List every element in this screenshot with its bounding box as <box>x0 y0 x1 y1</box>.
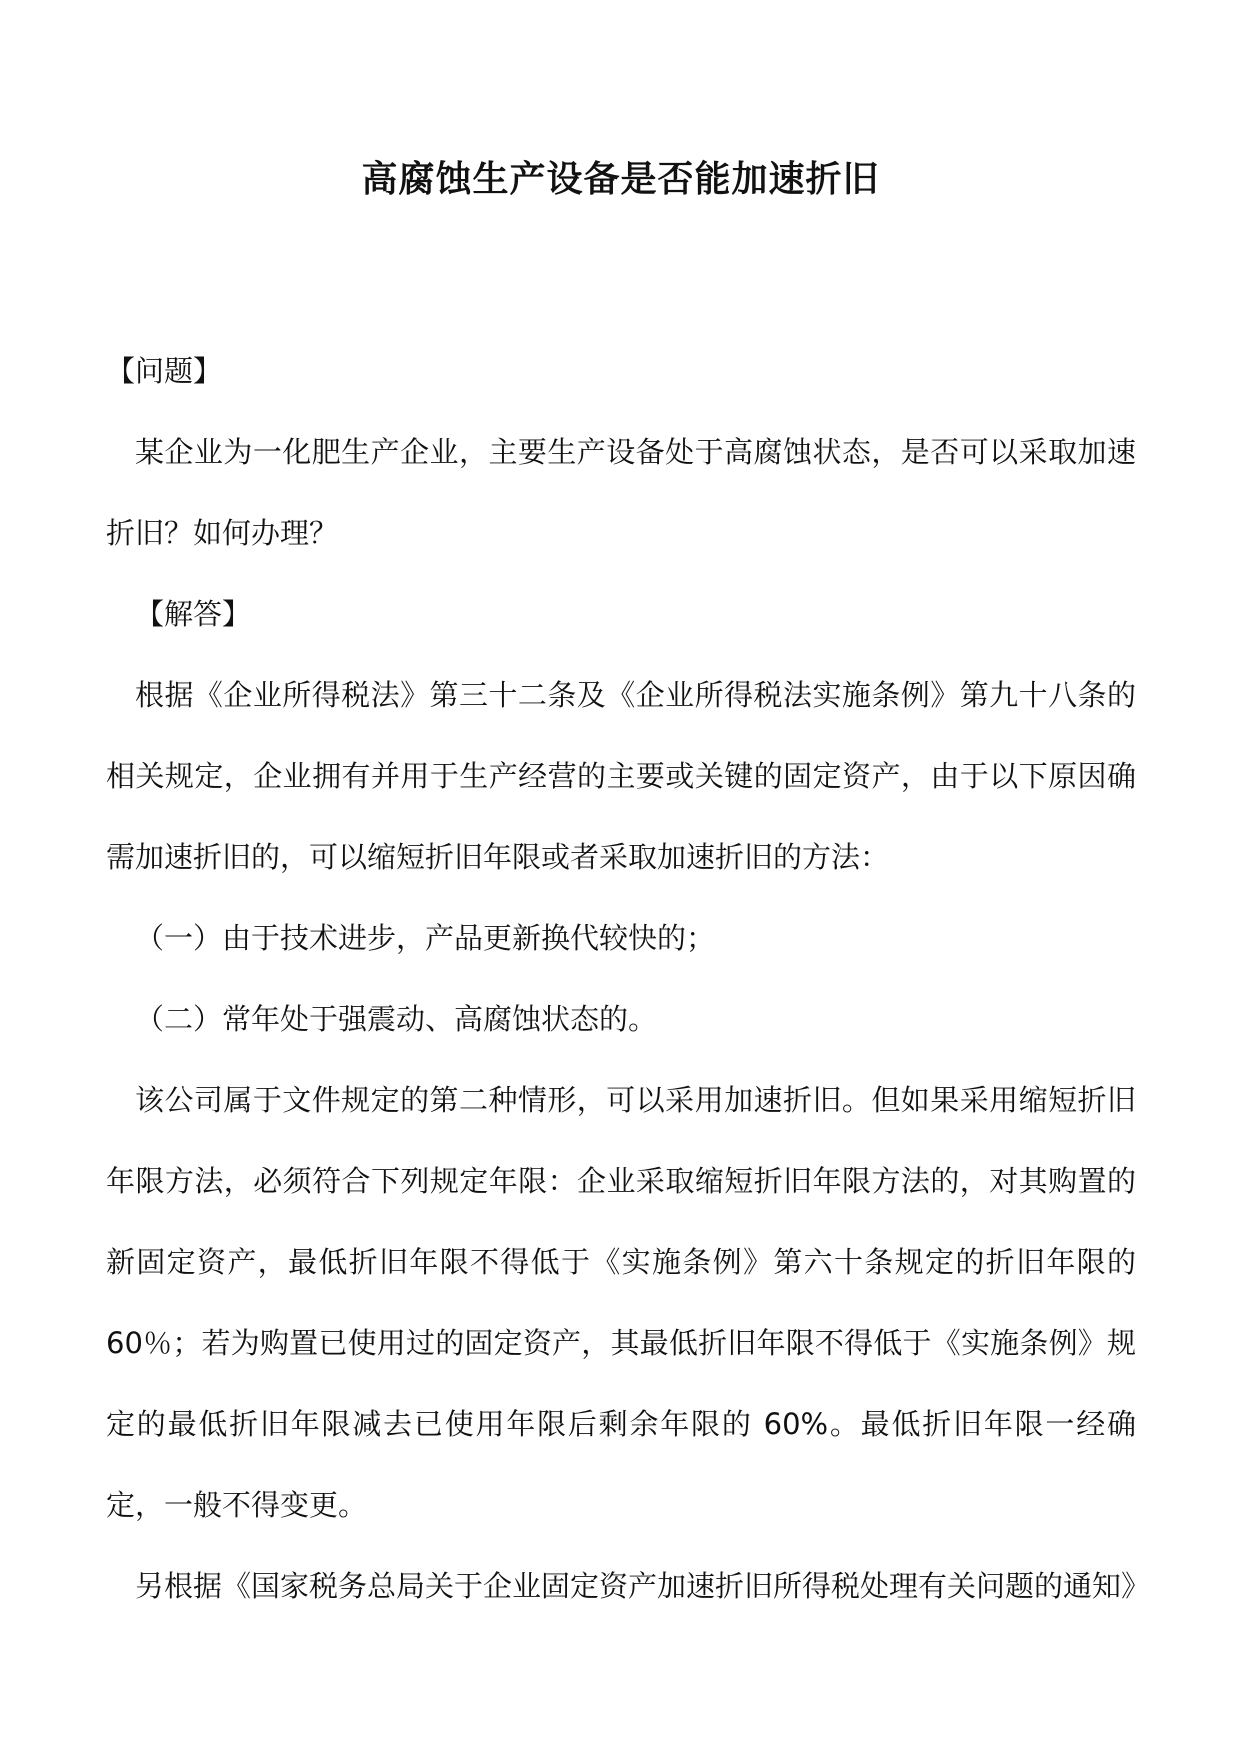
question-paragraph: 某企业为一化肥生产企业，主要生产设备处于高腐蚀状态，是否可以采取加速折旧？如何办理？ <box>106 435 1136 550</box>
answer-paragraph-additional: 另根据《国家税务总局关于企业固定资产加速折旧所得税处理有关问题的通知》 <box>135 1569 1151 1603</box>
condition-item-1: （一）由于技术进步，产品更新换代较快的； <box>135 921 716 955</box>
condition-item-2: （二）常年处于强震动、高腐蚀状态的。 <box>135 1002 658 1036</box>
document-body <box>106 331 1151 1627</box>
document-title: 高腐蚀生产设备是否能加速折旧 <box>361 159 880 200</box>
question-heading: 【问题】 <box>106 354 223 388</box>
answer-heading: 【解答】 <box>135 597 252 631</box>
answer-paragraph-application: 该公司属于文件规定的第二种情形，可以采用加速折旧。但如果采用缩短折旧年限方法，必须符合下列规定年限：企业采取缩短折旧年限方法的，对其购置的新固定资产，最低折旧年限不得低于《实施条例》第六十条规定的折旧年限的 60％；若为购置已使用过的固定资产，其最低折旧年限不得低于《实施条例》规定的最低折旧年限减去已使用年限后剩余年限的 60%。最低折旧年限一经确定，一般不得变更。 <box>106 1083 1136 1522</box>
answer-paragraph-legal-basis: 根据《企业所得税法》第三十二条及《企业所得税法实施条例》第九十八条的相关规定，企业拥有并用于生产经营的主要或关键的固定资产，由于以下原因确需加速折旧的，可以缩短折旧年限或者采取加速折旧的方法： <box>106 678 1136 874</box>
